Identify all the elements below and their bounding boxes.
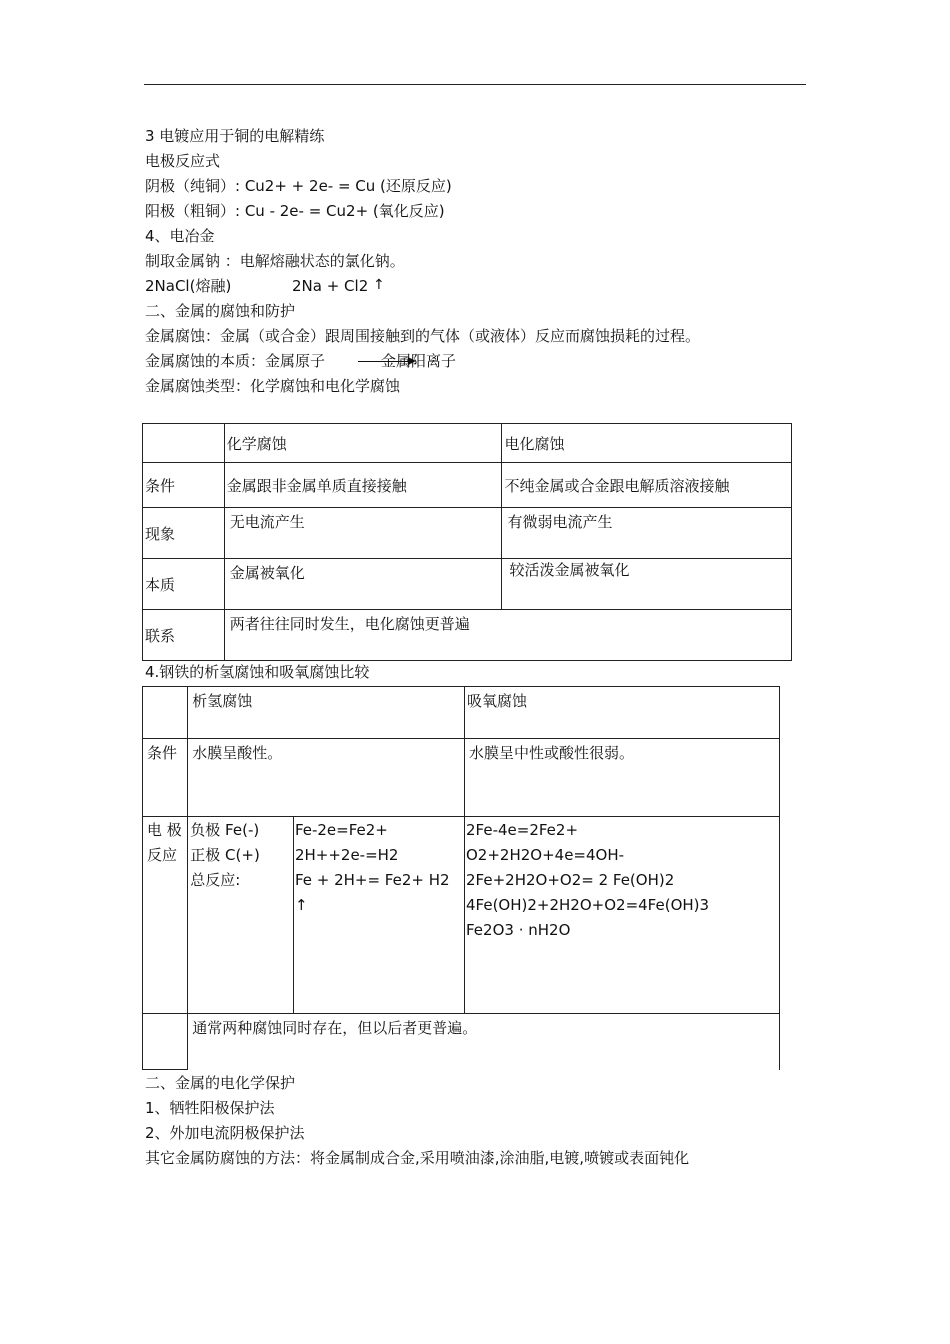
table1-row-label: 条件 bbox=[143, 463, 225, 508]
table1-corner-cell bbox=[143, 424, 225, 463]
negative-electrode-label: 负极 Fe(-) bbox=[190, 821, 260, 839]
corrosion-types: 金属腐蚀类型：化学腐蚀和电化学腐蚀 bbox=[145, 377, 401, 395]
table1-cell: 较活泼金属被氧化 bbox=[502, 559, 792, 610]
table2-reaction-label: 电 极 反应 bbox=[143, 817, 188, 1014]
table1-cell: 金属被氧化 bbox=[224, 559, 502, 610]
equation-line: Fe-2e=Fe2+ bbox=[294, 821, 388, 839]
equation-line: Fe + 2H+= Fe2+ H2 ↑ bbox=[294, 871, 450, 914]
table-row bbox=[143, 424, 792, 463]
anode-equation: 阳极（粗铜）: Cu - 2e- = Cu2+ (氧化反应) bbox=[145, 202, 445, 220]
table-row bbox=[143, 687, 780, 739]
table2-condition-hydrogen: 水膜呈酸性。 bbox=[188, 739, 465, 817]
equation-line: 2H++2e-=H2 bbox=[294, 846, 399, 864]
equation-line: 4Fe(OH)2+2H2O+O2=4Fe(OH)3 bbox=[466, 896, 710, 914]
table1-cell: 不纯金属或合金跟电解质溶液接触 bbox=[502, 463, 792, 508]
table-row bbox=[143, 508, 792, 559]
table1-row-label: 联系 bbox=[143, 610, 225, 661]
table-row bbox=[143, 739, 780, 817]
table-row bbox=[143, 1014, 780, 1070]
corrosion-heading: 二、金属的腐蚀和防护 bbox=[145, 302, 296, 320]
corrosion-essence-left: 金属腐蚀的本质：金属原子 bbox=[145, 352, 326, 370]
equation-line: Fe2O3 · nH2O bbox=[466, 921, 571, 939]
table1-cell: 有微弱电流产生 bbox=[502, 508, 792, 559]
other-protection-methods: 其它金属防腐蚀的方法：将金属制成合金,采用喷油漆,涂油脂,电镀,喷镀或表面钝化 bbox=[145, 1149, 690, 1167]
table2-electrode-labels bbox=[188, 817, 294, 1014]
header-rule bbox=[144, 84, 806, 85]
table2-header-oxygen: 吸氧腐蚀 bbox=[465, 687, 780, 739]
equation-line: 2Fe+2H2O+O2= 2 Fe(OH)2 bbox=[466, 871, 675, 889]
table2-title: 4.钢铁的析氢腐蚀和吸氧腐蚀比较 bbox=[145, 663, 370, 681]
table2-header-hydrogen: 析氢腐蚀 bbox=[188, 687, 465, 739]
corrosion-definition: 金属腐蚀：金属（或合金）跟周围接触到的气体（或液体）反应而腐蚀损耗的过程。 bbox=[145, 327, 701, 345]
table2-footer: 通常两种腐蚀同时存在，但以后者更普遍。 bbox=[188, 1014, 780, 1070]
corrosion-essence-right: 金属阳离子 bbox=[381, 352, 457, 370]
overall-reaction-label: 总反应: bbox=[190, 871, 241, 889]
table2-oxygen-equations bbox=[465, 817, 780, 1014]
table-row bbox=[143, 817, 780, 1014]
cathode-equation: 阴极（纯铜）: Cu2+ + 2e- = Cu (还原反应) bbox=[145, 177, 452, 195]
table2-condition-oxygen: 水膜呈中性或酸性很弱。 bbox=[465, 739, 780, 817]
table1-cell: 无电流产生 bbox=[224, 508, 502, 559]
protection-heading: 二、金属的电化学保护 bbox=[145, 1074, 296, 1092]
table1-header-electrochemical: 电化腐蚀 bbox=[502, 424, 792, 463]
table-row bbox=[143, 610, 792, 661]
nacl-equation-left: 2NaCl(熔融) bbox=[145, 277, 232, 295]
table2-corner-cell bbox=[143, 687, 188, 739]
equation-line: 2Fe-4e=2Fe2+ bbox=[466, 821, 579, 839]
table-row bbox=[143, 463, 792, 508]
table1-row-label: 本质 bbox=[143, 559, 225, 610]
table2-condition-label: 条件 bbox=[143, 739, 188, 817]
electroplating-heading: 3 电镀应用于铜的电解精练 bbox=[145, 127, 325, 145]
positive-electrode-label: 正极 C(+) bbox=[190, 846, 260, 864]
protection-method-2: 2、外加电流阴极保护法 bbox=[145, 1124, 305, 1142]
corrosion-comparison-table bbox=[142, 423, 792, 661]
table1-link-cell: 两者往往同时发生，电化腐蚀更普遍 bbox=[224, 610, 791, 661]
nacl-equation-right: 2Na + Cl2 bbox=[292, 277, 369, 295]
steel-corrosion-table bbox=[142, 686, 780, 1070]
electrode-reaction-heading: 电极反应式 bbox=[145, 152, 221, 170]
table2-hydrogen-equations bbox=[293, 817, 464, 1014]
table1-row-label: 现象 bbox=[143, 508, 225, 559]
table1-cell: 金属跟非金属单质直接接触 bbox=[224, 463, 502, 508]
gas-up-arrow: ↑ bbox=[373, 277, 385, 293]
protection-method-1: 1、牺牲阳极保护法 bbox=[145, 1099, 275, 1117]
table2-footer-label bbox=[143, 1014, 188, 1070]
table1-header-chemical: 化学腐蚀 bbox=[224, 424, 502, 463]
sodium-production: 制取金属钠 ：电解熔融状态的氯化钠。 bbox=[145, 252, 405, 270]
table-row bbox=[143, 559, 792, 610]
metallurgy-heading: 4、电冶金 bbox=[145, 227, 215, 245]
equation-line: O2+2H2O+4e=4OH- bbox=[466, 846, 625, 864]
